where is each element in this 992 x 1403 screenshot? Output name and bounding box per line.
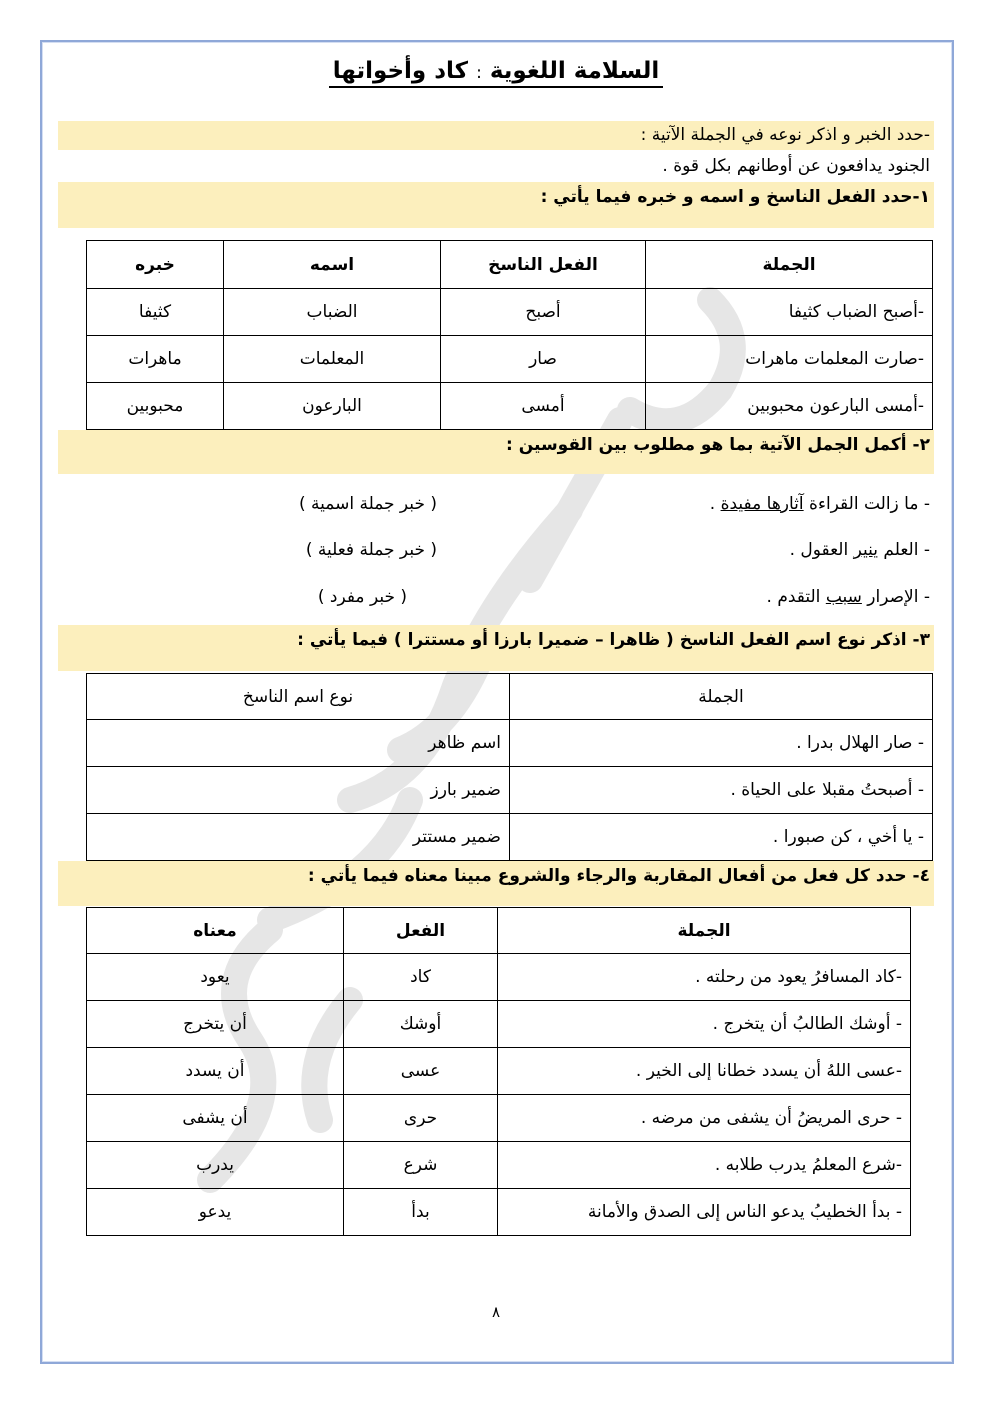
- q3-header: نوع اسم الناسخ: [87, 674, 510, 720]
- q4-cell: -عسى اللهُ أن يسدد خطانا إلى الخير .: [498, 1048, 911, 1095]
- q1-cell: كثيفا: [87, 289, 224, 336]
- q4-cell: أوشك: [344, 1001, 498, 1048]
- intro-instruction: -حدد الخبر و اذكر نوعه في الجملة الآتية :: [640, 125, 930, 145]
- q4-header: الفعل: [344, 908, 498, 954]
- q1-cell: -أصبح الضباب كثيفا: [646, 289, 933, 336]
- q2-item-suffix: التقدم .: [766, 587, 826, 607]
- table-row: [87, 814, 933, 861]
- table-row: [87, 289, 933, 336]
- title-main: السلامة اللغوية: [489, 58, 660, 84]
- q4-cell: - بدأ الخطيبُ يدعو الناس إلى الصدق والأمانة: [498, 1189, 911, 1236]
- q3-cell: ضمير بارز: [87, 767, 510, 814]
- q2-heading: ٢- أكمل الجمل الآتية بما هو مطلوب بين القوسين :: [505, 435, 930, 455]
- q1-cell: -صارت المعلمات ماهرات: [646, 336, 933, 383]
- q3-header-row: [87, 674, 933, 720]
- q4-cell: - حرى المريضُ أن يشفى من مرضه .: [498, 1095, 911, 1142]
- q2-item-answer: آثارها مفيدة: [720, 494, 804, 514]
- q1-cell: البارعون: [224, 383, 441, 430]
- q4-cell: أن يسدد: [87, 1048, 344, 1095]
- title-sub: كاد وأخواتها: [332, 58, 469, 84]
- q4-cell: -شرع المعلمُ يدرب طلابه .: [498, 1142, 911, 1189]
- q1-header: الجملة: [646, 241, 933, 289]
- q4-cell: يدرب: [87, 1142, 344, 1189]
- q1-cell: المعلمات: [224, 336, 441, 383]
- q4-cell: يدعو: [87, 1189, 344, 1236]
- q1-cell: أصبح: [441, 289, 646, 336]
- q2-item-suffix: العقول .: [789, 540, 854, 560]
- q3-table: [86, 673, 933, 861]
- q4-cell: عسى: [344, 1048, 498, 1095]
- q3-heading: ٣- اذكر نوع اسم الفعل الناسخ ( ظاهرا – ضميرا بارزا أو مستترا ) فيما يأتي :: [297, 630, 930, 650]
- table-row: [87, 1048, 911, 1095]
- page-title: [0, 58, 992, 84]
- table-row: [87, 1142, 911, 1189]
- q1-cell: صار: [441, 336, 646, 383]
- q1-cell: الضباب: [224, 289, 441, 336]
- table-row: [87, 720, 933, 767]
- q3-cell: - أصبحتُ مقبلا على الحياة .: [510, 767, 933, 814]
- title-separator: :: [476, 63, 482, 83]
- q4-heading: ٤- حدد كل فعل من أفعال المقاربة والرجاء والشروع مبينا معناه فيما يأتي :: [307, 866, 930, 886]
- q3-header: الجملة: [510, 674, 933, 720]
- table-row: [87, 1001, 911, 1048]
- table-row: [87, 336, 933, 383]
- q3-cell: - صار الهلال بدرا .: [510, 720, 933, 767]
- q4-cell: -كاد المسافرُ يعود من رحلته .: [498, 954, 911, 1001]
- q1-header: اسمه: [224, 241, 441, 289]
- q1-cell: أمسى: [441, 383, 646, 430]
- q1-table: [86, 240, 933, 430]
- q2-item-2: [790, 540, 930, 560]
- q1-cell: محبوبين: [87, 383, 224, 430]
- q2-item-answer: ينير: [853, 540, 878, 560]
- table-row: [87, 383, 933, 430]
- q2-item-prefix: - العلم: [878, 540, 930, 560]
- q3-cell: ضمير مستتر: [87, 814, 510, 861]
- q3-cell: اسم ظاهر: [87, 720, 510, 767]
- q4-cell: يعود: [87, 954, 344, 1001]
- q4-cell: كاد: [344, 954, 498, 1001]
- q4-cell: أن يشفى: [87, 1095, 344, 1142]
- q4-cell: حرى: [344, 1095, 498, 1142]
- q2-item-suffix: .: [709, 494, 721, 514]
- q1-header: الفعل الناسخ: [441, 241, 646, 289]
- table-row: [87, 954, 911, 1001]
- q1-header-row: [87, 241, 933, 289]
- q4-header: معناه: [87, 908, 344, 954]
- q2-hint-1: ( خبر جملة اسمية ): [298, 494, 437, 514]
- q4-cell: أن يتخرج: [87, 1001, 344, 1048]
- page-number: ٨: [491, 1303, 501, 1321]
- q1-cell: -أمسى البارعون محبوبين: [646, 383, 933, 430]
- table-row: [87, 767, 933, 814]
- q1-header: خبره: [87, 241, 224, 289]
- q2-item-prefix: - ما زالت القراءة: [803, 494, 930, 514]
- q4-header-row: [87, 908, 911, 954]
- q2-item-answer: سبب: [825, 587, 862, 607]
- table-row: [87, 1189, 911, 1236]
- q2-hint-3: ( خبر مفرد ): [317, 587, 407, 607]
- q2-hint-2: ( خبر جملة فعلية ): [305, 540, 437, 560]
- intro-sentence: الجنود يدافعون عن أوطانهم بكل قوة .: [662, 156, 930, 176]
- q4-cell: - أوشك الطالبُ أن يتخرج .: [498, 1001, 911, 1048]
- q4-cell: شرع: [344, 1142, 498, 1189]
- q1-heading: ١-حدد الفعل الناسخ و اسمه و خبره فيما يأتي :: [540, 187, 930, 207]
- q4-table: [86, 907, 911, 1236]
- q2-item-1: [710, 494, 930, 514]
- q2-item-3: [767, 587, 930, 607]
- q1-cell: ماهرات: [87, 336, 224, 383]
- q2-item-prefix: - الإصرار: [861, 587, 930, 607]
- q4-cell: بدأ: [344, 1189, 498, 1236]
- q3-cell: - يا أخي ، كن صبورا .: [510, 814, 933, 861]
- table-row: [87, 1095, 911, 1142]
- q4-header: الجملة: [498, 908, 911, 954]
